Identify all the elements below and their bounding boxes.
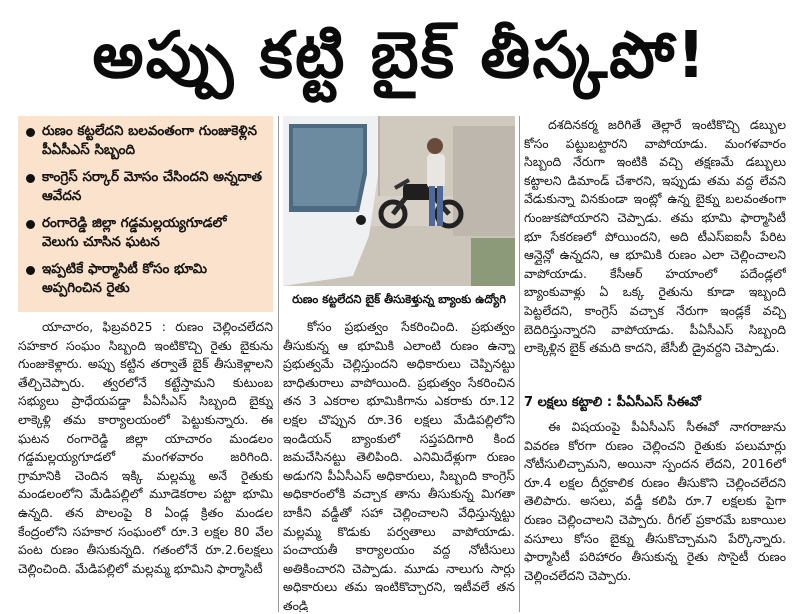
news-photo bbox=[283, 116, 515, 286]
headline: అప్పు కట్టి బైక్ తీస్కపో! bbox=[92, 19, 708, 93]
bullet-icon bbox=[26, 266, 35, 275]
article-column-3-lower bbox=[524, 418, 786, 612]
article-paragraph: యాచారం, ఫిబ్రవరి25 : రుణం చెల్లించలేదని సహకార సంఘం సిబ్బంది ఇంటికొచ్చి రైతు బైకును గుంజుకెళ్లారు. అప్పు కట్టిన తర్వాతే బైక్ తీసుకెళ్లాలని తేల్చిచెప్పారు. త్వరలోనే కట్టేస్తామని కుటుంబ సభ్యులు ప్రాధేయపడ్డా పీఏసీఎస్ సిబ్బంది బైక్ను లాక్కెళ్లి తమ కార్యాలయంలో పెట్టుకున్నారు. ఈ ఘటన రంగారెడ్డి జిల్లా యాచారం మండలం గడ్డమల్లయ్యగూడలో మంగళవారం జరిగింది. గ్రామానికి చెందిన ఇక్కి మల్లమ్మ అనే రైతుకు మండలంలోని మేడిపల్లిలో మూడెకరాల పట్టా భూమి ఉన్నది. తన పొలంపై 8 ఏండ్ల క్రితం మండల కేంద్రంలోని సహకార సంఘంలో రూ.3 లక్షల 80 వేల పంట రుణం తీసుకున్నది. గతంలోనే రూ.2.6లక్షలు చెల్లించింది. మేడిపల్లిలో మల్లమ్మ భూమిని ఫార్మాసిటీ bbox=[18, 319, 273, 576]
highlight-text: కాంగ్రెస్ సర్కార్ మోసం చేసిందని అన్నదాత ఆవేదన bbox=[42, 169, 263, 204]
highlight-text: ఇప్పటికే ఫార్మాసిటీ కోసం భూమి అప్పగించిన రైతు bbox=[42, 261, 208, 296]
article-paragraph: కోసం ప్రభుత్వం సేకరించింది. ప్రభుత్వం తీసుకున్న ఆ భూమికి ఎలాంటి రుణం ఉన్నా ప్రభుత్వమే చెల్లిస్తుందని అధికారులు చెప్పినట్టు బాధితురాలు వాపోయింది. ప్రభుత్వం సేకరించిన తన 3 ఎకరాల భూమికిగాను ఎకరాకు రూ.12 లక్షల చొప్పున రూ.36 లక్షలు మేడిపల్లిలోని ఇండియన్ బ్యాంకులో సప్తపదిగారి కింద జమచేసినట్టు తెలిపింది. ఎనిమిదేళ్లుగా రుణం అడుగని పీఏసీఎస్ అధికారులు, సిబ్బంది కాంగ్రెస్ అధికారంలోకి వచ్చాక తాను తీసుకున్న మిగతా బాకీని వడ్డీతో సహా చెల్లించాలని వేధిస్తున్నట్టు మల్లమ్మ కొడుకు పర్వతాలు వాపోయాడు. పంచాయతీ కార్యాలయం వద్ద నోటీసులు అతికించారని చెప్పాడు. మూడు నాలుగు సార్లు అధికారులు తమ ఇంటికొచ్చారని, ఇటీవలే తన తండ్రి bbox=[283, 319, 515, 612]
highlight-text: రంగారెడ్డి జిల్లా గడ్డమల్లయ్యగూడలో వెలుగు చూసిన ఘటన bbox=[42, 215, 227, 250]
subheading: 7 లక్షలు కట్టాలి : పీఏసీఎస్ సీఈవో bbox=[524, 395, 701, 410]
article-paragraph: ఈ విషయంపై పీఏసీఎస్ సీఈవో నాగరాజును వివరణ కోరగా రుణం చెల్లించని రైతుకు పలుమార్లు నోటీసులిచ్చామని, అయినా స్పందన లేదని, 2016లో రూ.4 లక్షల దీర్ఘకాలిక రుణం తీసుకొని చెల్లించలేదని తెలిపారు. అసలు, వడ్డీ కలిపి రూ.7 లక్షలకు పైగా రుణం చెల్లించాలని చెప్పారు. రీగల్ ప్రకారమే బకాయిల వసూలు కోసం బైక్ను తీసుకొచ్చామని పేర్కొన్నారు. ఫార్మాసిటీ పరిహారం తీసుకున్న రైతు సొసైటీ రుణం చెల్లించలేదని చెప్పారు. bbox=[524, 419, 786, 583]
highlight-item bbox=[26, 260, 265, 298]
bullet-icon bbox=[26, 174, 35, 183]
bike-photo-illustration bbox=[283, 116, 515, 286]
bullet-icon bbox=[26, 220, 35, 229]
article-paragraph: దశదినకర్మ జరిగితే తెల్లారే ఇంటికొచ్చి డబ్బుల కోసం పట్టుబట్టారని వాపోయాడు. మంగళవారం సిబ్బంది నేరుగా ఇంటికి వచ్చి తక్షణమే డబ్బులు కట్టాలని డిమాండ్ చేశారని, ఇప్పుడు తమ వద్ద లేవని వేడుకున్నా వినకుండా ఇంట్లో ఉన్న బైక్ను బలవంతంగా గుంజుకపోయారని చెప్పాడు. తమ భూమి ఫార్మాసిటీ భూ సేకరణలో పోయిందని, అది టీఎస్ఐఐసీ పేరిట ఆన్లైన్లో ఉన్నదని, ఆ భూమికి రుణం ఎలా చెల్లించాలని వాపోయాడు. కేసీఆర్ హయాంలో పదేండ్లలో బ్యాంకువాళ్లు ఏ ఒక్క రైతును కూడా ఇబ్బంది పెట్టలేదని, కాంగ్రెస్ వచ్చాక నేరుగా ఇండ్లకే వచ్చి బెదిరిస్తున్నారని వాపోయాడు. పీఏసీఎస్ సిబ్బంది లాక్కెళ్లిన బైక్ తమది కాదని, జేసీబీ డ్రైవర్దని చెప్పాడు. bbox=[524, 117, 786, 356]
bullet-icon bbox=[26, 128, 35, 137]
article-column-2 bbox=[283, 318, 515, 612]
column-divider bbox=[519, 116, 520, 612]
column-divider bbox=[278, 116, 279, 612]
photo-caption: రుణం కట్టలేదని బైక్ తీసుకెళ్తున్న బ్యాంకు ఉద్యోగి bbox=[292, 292, 506, 306]
highlight-item bbox=[26, 214, 265, 252]
highlight-text: రుణం కట్టలేదని బలవంతంగా గుంజుకెళ్లిన పీఏసీఎస్ సిబ్బంది bbox=[42, 123, 257, 158]
highlight-item bbox=[26, 122, 265, 160]
article-column-1 bbox=[18, 318, 273, 612]
highlights-box bbox=[18, 116, 273, 312]
article-column-3 bbox=[524, 116, 786, 386]
highlight-item bbox=[26, 168, 265, 206]
